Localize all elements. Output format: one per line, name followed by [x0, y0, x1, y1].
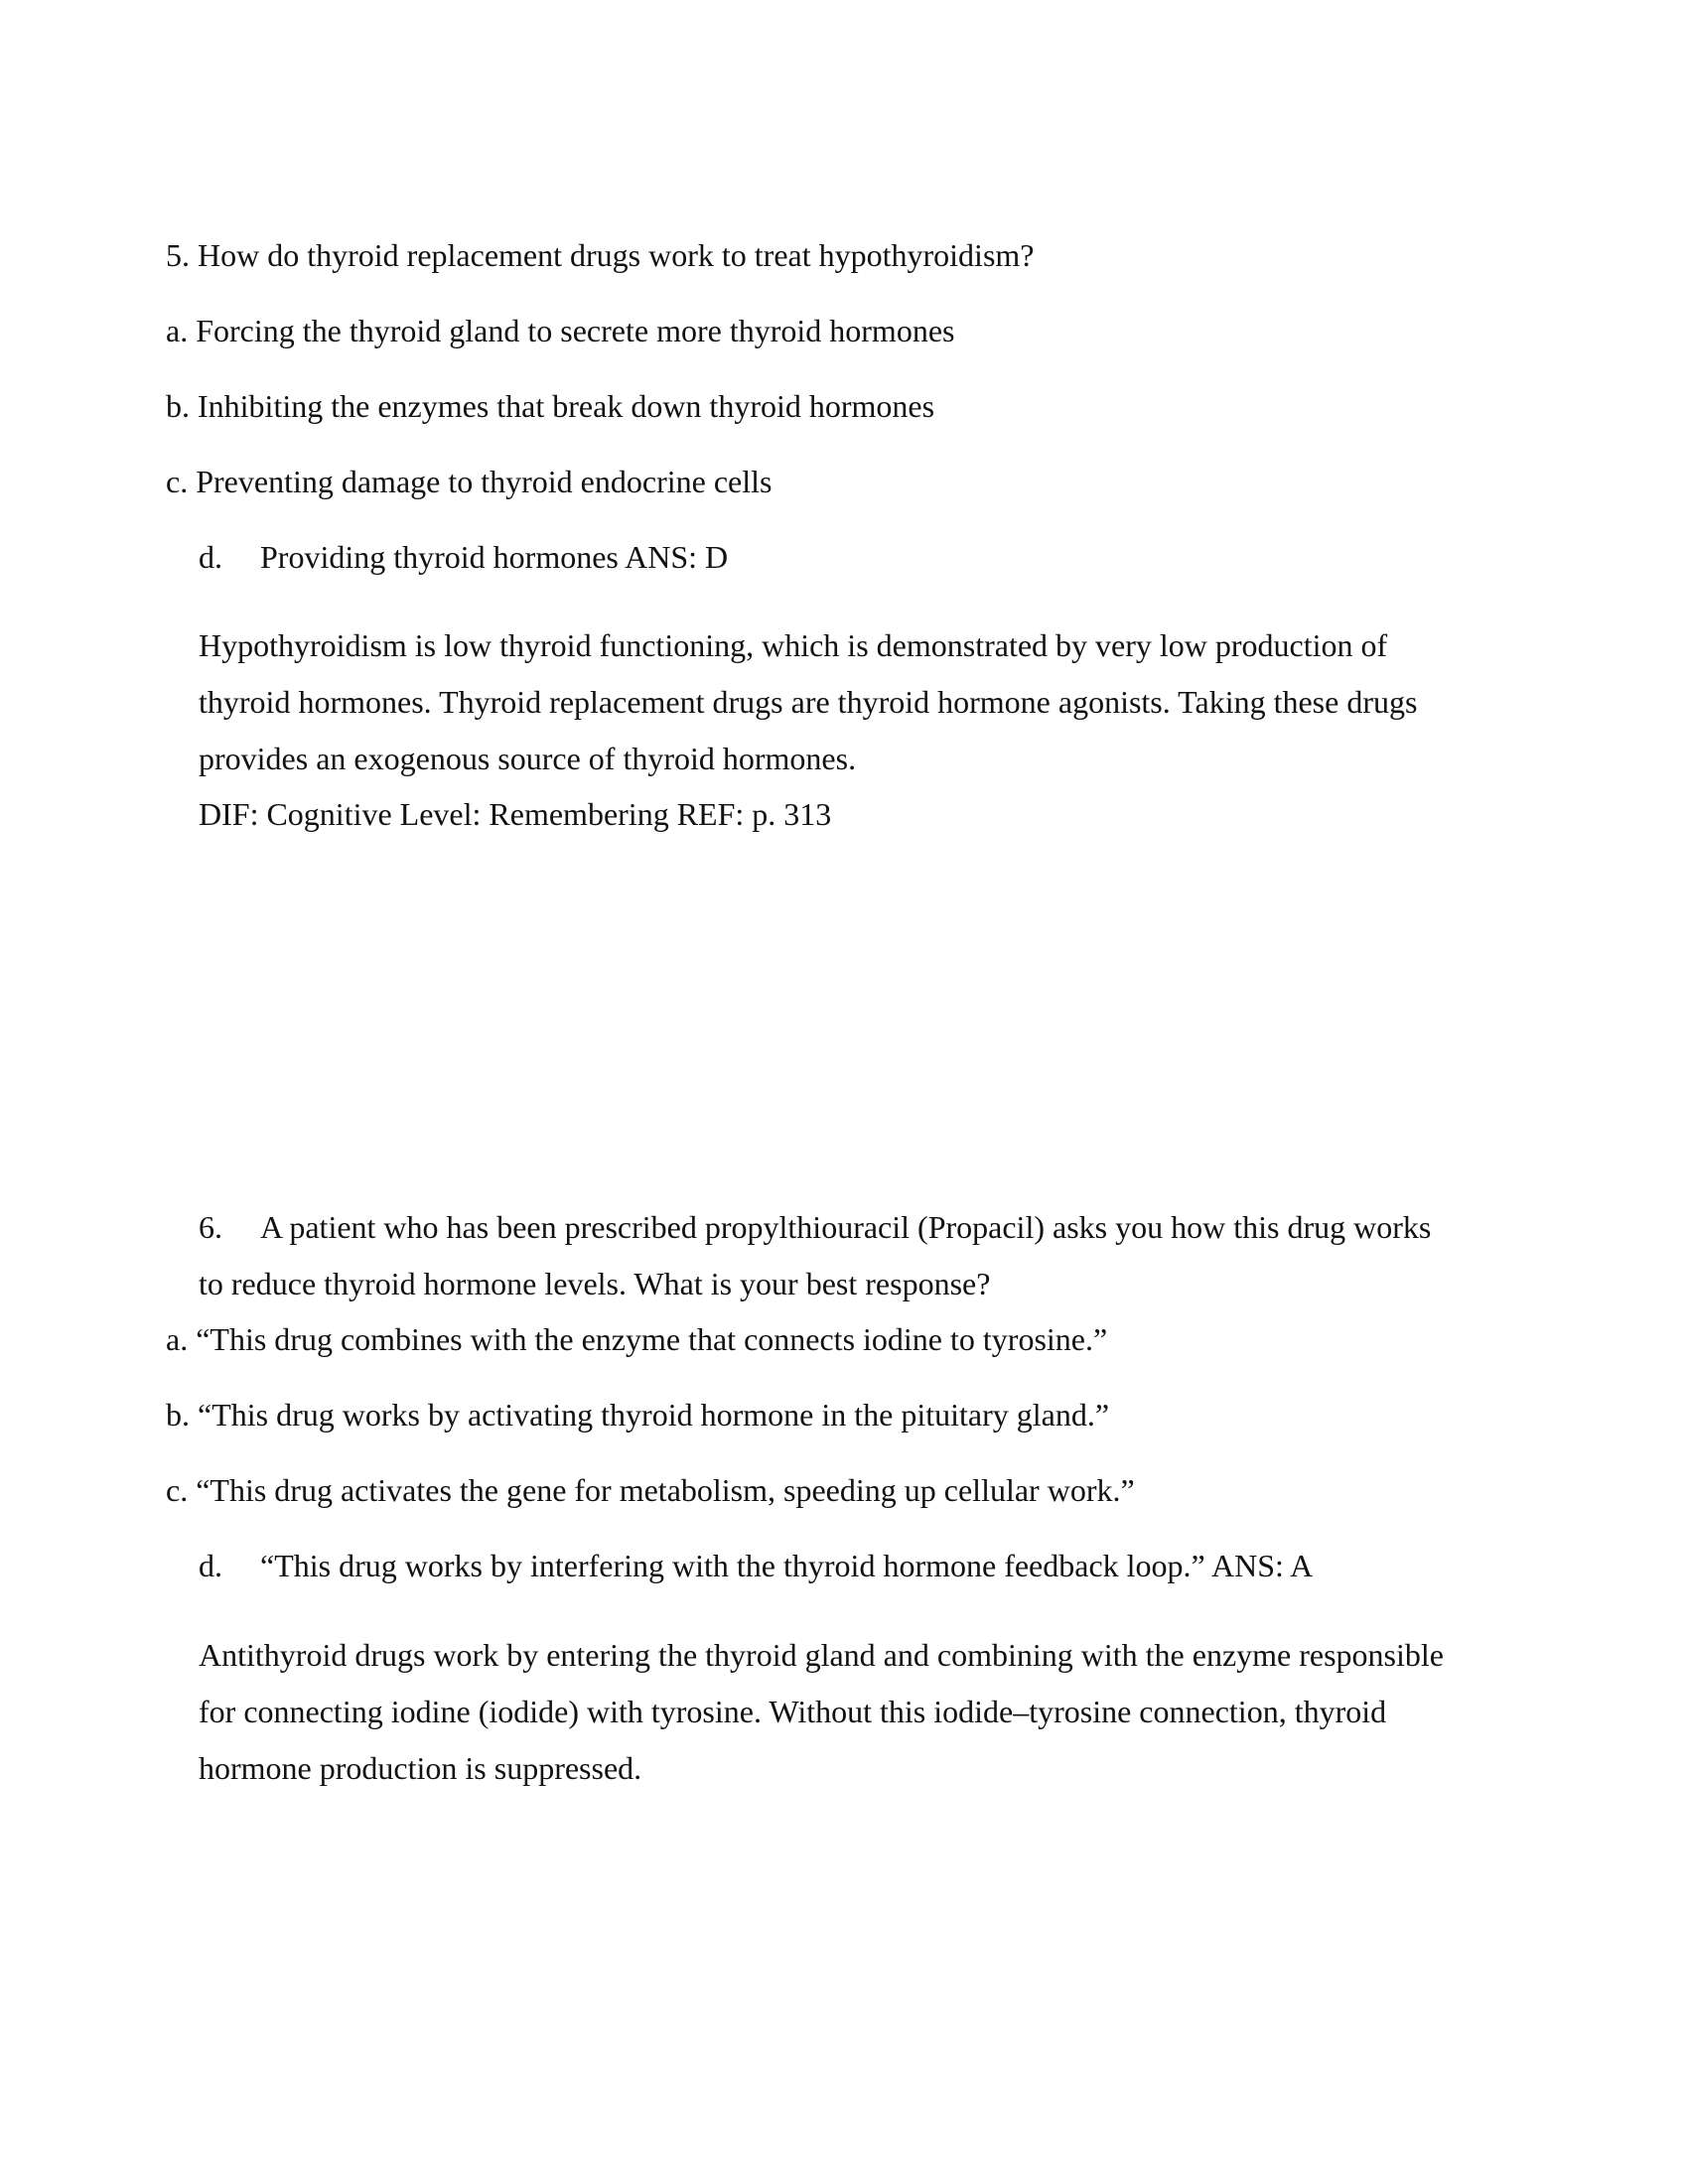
rationale-line: provides an exogenous source of thyroid hormones. — [199, 741, 857, 776]
option-label: d. — [199, 1548, 222, 1583]
rationale-line: thyroid hormones. Thyroid replacement drugs are thyroid hormone agonists. Taking these drugs — [199, 684, 1418, 720]
option-5a — [166, 311, 954, 350]
option-label: a. — [166, 1321, 189, 1357]
option-text: Inhibiting the enzymes that break down thyroid hormones — [198, 388, 935, 424]
option-label: c. — [166, 1472, 189, 1508]
difficulty-reference: DIF: Cognitive Level: Remembering REF: p. 313 — [199, 796, 832, 832]
option-text: Preventing damage to thyroid endocrine cells — [196, 464, 773, 499]
option-text: “This drug combines with the enzyme that connects iodine to tyrosine.” — [196, 1321, 1108, 1357]
question-text: A patient who has been prescribed propylthiouracil (Propacil) asks you how this drug works — [260, 1209, 1432, 1245]
option-label: b. — [166, 388, 190, 424]
question-6-stem — [199, 1207, 1431, 1247]
rationale-line: hormone production is suppressed. — [199, 1750, 642, 1786]
question-5-stem — [166, 235, 1034, 275]
rationale-line: Antithyroid drugs work by entering the thyroid gland and combining with the enzyme responsible — [199, 1637, 1444, 1673]
rationale-line: for connecting iodine (iodide) with tyrosine. Without this iodide–tyrosine connection, thyroid — [199, 1694, 1387, 1729]
question-text: How do thyroid replacement drugs work to treat hypothyroidism? — [198, 237, 1035, 273]
option-5b — [166, 386, 934, 426]
option-label: a. — [166, 313, 189, 348]
option-6a — [166, 1319, 1107, 1359]
option-label: b. — [166, 1397, 190, 1433]
option-6b — [166, 1395, 1109, 1434]
option-text: “This drug works by activating thyroid hormone in the pituitary gland.” — [198, 1397, 1110, 1433]
option-6d — [199, 1546, 1313, 1585]
question-number: 6. — [199, 1209, 222, 1245]
option-text: “This drug works by interfering with the thyroid hormone feedback loop.” ANS: A — [260, 1548, 1314, 1583]
option-5d — [199, 537, 728, 577]
rationale-line: Hypothyroidism is low thyroid functioning, which is demonstrated by very low production of — [199, 627, 1388, 663]
option-text: Forcing the thyroid gland to secrete more thyroid hormones — [196, 313, 955, 348]
option-label: d. — [199, 539, 222, 575]
option-text: Providing thyroid hormones ANS: D — [260, 539, 729, 575]
option-text: “This drug activates the gene for metabolism, speeding up cellular work.” — [196, 1472, 1135, 1508]
option-5c — [166, 462, 772, 501]
option-6c — [166, 1470, 1135, 1510]
question-text-cont: to reduce thyroid hormone levels. What is your best response? — [199, 1266, 991, 1301]
question-number: 5. — [166, 237, 190, 273]
option-label: c. — [166, 464, 189, 499]
